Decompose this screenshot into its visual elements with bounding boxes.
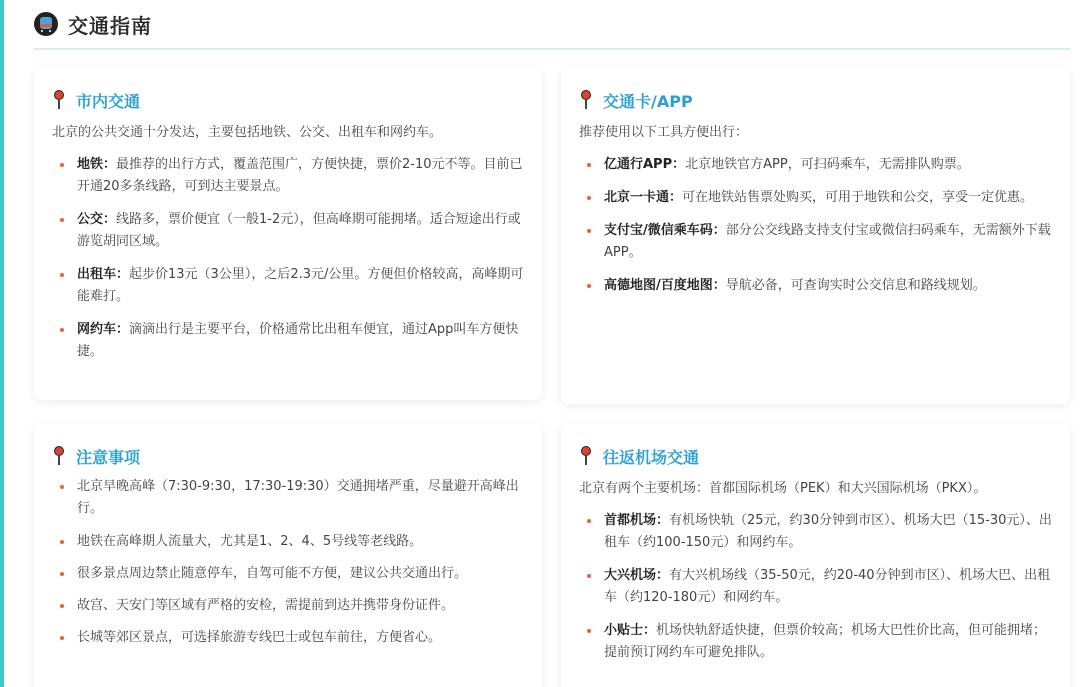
card-title-text: 市内交通: [76, 91, 141, 111]
list-item: 网约车：滴滴出行是主要平台，价格通常比出租车便宜，通过App叫车方便快捷。: [52, 319, 524, 363]
list-item: 长城等郊区景点，可选择旅游专线巴士或包车前往，方便省心。: [52, 627, 524, 649]
card-title-text: 往返机场交通: [603, 447, 700, 467]
card-title: [579, 446, 1052, 466]
list-item: 小贴士：机场快轨舒适快捷，但票价较高；机场大巴性价比高，但可能拥堵；提前预订网约车可避免排队。: [579, 620, 1052, 664]
card-title: [579, 90, 1052, 110]
pushpin-icon: [52, 90, 66, 110]
list-item: 支付宝/微信乘车码：部分公交线路支持支付宝或微信扫码乘车，无需额外下载APP。: [579, 220, 1052, 264]
list-item: 地铁：最推荐的出行方式，覆盖范围广，方便快捷，票价2-10元不等。目前已开通20多条线路，可到达主要景点。: [52, 154, 524, 198]
list-item: 北京早晚高峰（7:30-9:30，17:30-19:30）交通拥堵严重，尽量避开高峰出行。: [52, 476, 524, 520]
pushpin-icon: [579, 446, 593, 466]
card-title: [52, 446, 524, 466]
list-item: 首都机场：有机场快轨（25元，约30分钟到市区）、机场大巴（15-30元）、出租车（约100-150元）和网约车。: [579, 510, 1052, 554]
card-list: [52, 476, 524, 649]
card-airport-transport: [561, 424, 1070, 687]
list-item: 地铁在高峰期人流量大，尤其是1、2、4、5号线等老线路。: [52, 531, 524, 553]
card-intro: 北京的公共交通十分发达，主要包括地铁、公交、出租车和网约车。: [52, 125, 443, 140]
pushpin-icon: [579, 90, 593, 110]
card-list: [579, 154, 1052, 297]
list-item: 亿通行APP：北京地铁官方APP，可扫码乘车，无需排队购票。: [579, 154, 1052, 176]
page-title: 交通指南: [68, 13, 152, 38]
card-list: [579, 510, 1052, 664]
card-city-transport: [34, 68, 542, 400]
list-item: 北京一卡通：可在地铁站售票处购买，可用于地铁和公交，享受一定优惠。: [579, 187, 1052, 209]
page-header: [34, 0, 1070, 50]
card-transit-card-app: [561, 68, 1070, 404]
list-item: 故宫、天安门等区域有严格的安检，需提前到达并携带身份证件。: [52, 595, 524, 617]
left-accent-bar: [0, 0, 4, 687]
card-notes: [34, 424, 542, 687]
list-item: 公交：线路多，票价便宜（一般1-2元），但高峰期可能拥堵。适合短途出行或游览胡同区域。: [52, 209, 524, 253]
list-item: 很多景点周边禁止随意停车，自驾可能不方便，建议公共交通出行。: [52, 563, 524, 585]
card-list: [52, 154, 524, 363]
card-title-text: 交通卡/APP: [603, 91, 693, 111]
list-item: 高德地图/百度地图：导航必备，可查询实时公交信息和路线规划。: [579, 275, 1052, 297]
list-item: 出租车：起步价13元（3公里），之后2.3元/公里。方便但价格较高，高峰期可能难打。: [52, 264, 524, 308]
card-title: [52, 90, 524, 110]
list-item: 大兴机场：有大兴机场线（35-50元，约20-40分钟到市区）、机场大巴、出租车（约120-180元）和网约车。: [579, 565, 1052, 609]
pushpin-icon: [52, 446, 66, 466]
train-icon: [34, 12, 58, 36]
card-intro: 北京有两个主要机场：首都国际机场（PEK）和大兴国际机场（PKX）。: [579, 481, 987, 496]
card-title-text: 注意事项: [76, 447, 141, 467]
card-intro: 推荐使用以下工具方便出行：: [579, 125, 749, 140]
